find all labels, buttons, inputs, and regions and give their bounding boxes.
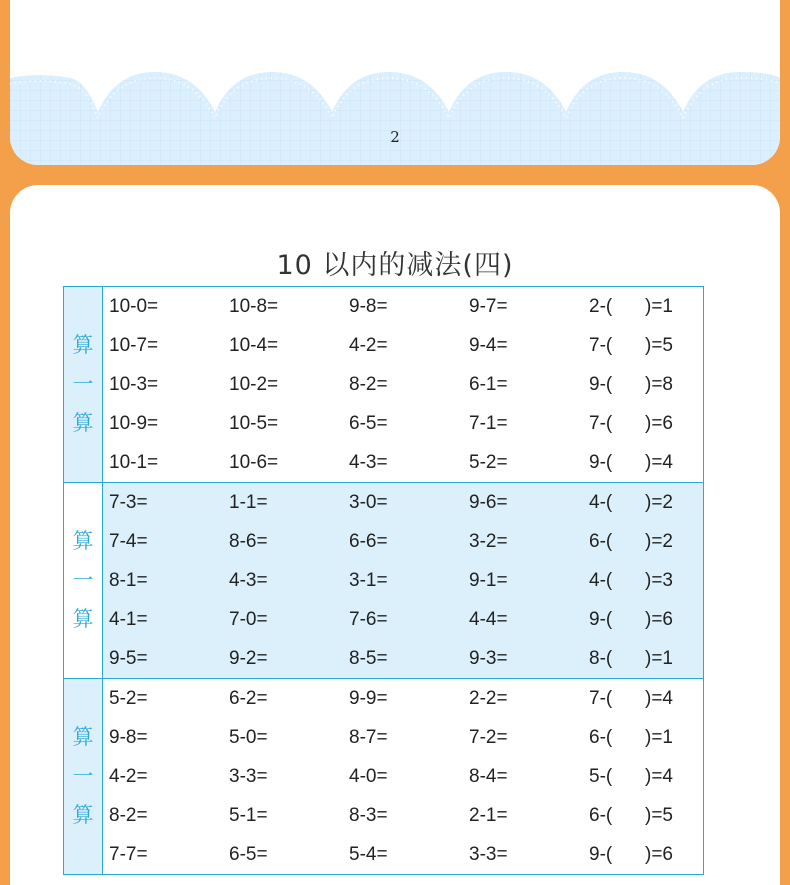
problem: 8-5= [349, 647, 388, 669]
fill-blank-problem [583, 727, 673, 749]
problem: 10-2= [229, 373, 279, 395]
label-char: 算 [72, 607, 94, 631]
problem: 8-6= [229, 530, 268, 552]
problem: 9-4= [469, 334, 508, 356]
fill-suffix: )=4 [645, 765, 673, 787]
fill-prefix: 4-( [589, 569, 613, 591]
fill-prefix: 8-( [589, 647, 613, 669]
problem-row [103, 522, 703, 561]
problem: 9-5= [109, 647, 148, 669]
problem: 3-3= [229, 765, 268, 787]
fill-suffix: )=5 [645, 804, 673, 826]
fill-blank-problem [583, 335, 673, 357]
fill-suffix: )=6 [645, 412, 673, 434]
fill-suffix: )=6 [645, 843, 673, 865]
label-char: 一 [72, 372, 94, 396]
problem: 3-3= [469, 843, 508, 865]
problem-row [103, 561, 703, 600]
block-label [64, 483, 103, 678]
block-label [64, 679, 103, 874]
problem: 6-2= [229, 687, 268, 709]
fill-suffix: )=6 [645, 608, 673, 630]
problem: 5-2= [109, 687, 148, 709]
problem: 8-2= [349, 373, 388, 395]
fill-blank-problem [583, 413, 673, 435]
fill-blank-problem [583, 452, 673, 474]
problem: 9-3= [469, 647, 508, 669]
fill-prefix: 9-( [589, 608, 613, 630]
problem: 4-4= [469, 608, 508, 630]
problem: 7-1= [469, 412, 508, 434]
fill-prefix: 5-( [589, 765, 613, 787]
problem: 5-0= [229, 726, 268, 748]
problem: 6-5= [229, 843, 268, 865]
fill-suffix: )=5 [645, 334, 673, 356]
fill-suffix: )=4 [645, 451, 673, 473]
problem: 9-9= [349, 687, 388, 709]
fill-prefix: 9-( [589, 451, 613, 473]
exercise-block [64, 483, 703, 679]
fill-suffix: )=2 [645, 491, 673, 513]
label-char: 一 [72, 764, 94, 788]
problem: 8-1= [109, 569, 148, 591]
problem-row [103, 757, 703, 796]
problem: 3-2= [469, 530, 508, 552]
fill-prefix: 9-( [589, 373, 613, 395]
problem: 9-2= [229, 647, 268, 669]
problem-row [103, 483, 703, 522]
fill-prefix: 7-( [589, 687, 613, 709]
problem: 8-4= [469, 765, 508, 787]
problem: 10-5= [229, 412, 279, 434]
label-char: 算 [72, 725, 94, 749]
problem-row [103, 365, 703, 404]
fill-blank-problem [583, 492, 673, 514]
page-number: 2 [390, 128, 400, 146]
problem-row [103, 679, 703, 718]
label-char: 算 [72, 803, 94, 827]
fill-suffix: )=4 [645, 687, 673, 709]
problem-row [103, 404, 703, 443]
problem: 8-7= [349, 726, 388, 748]
problem: 2-1= [469, 804, 508, 826]
fill-blank-problem [583, 531, 673, 553]
fill-prefix: 4-( [589, 491, 613, 513]
problem: 10-7= [109, 334, 159, 356]
fill-prefix: 6-( [589, 530, 613, 552]
block-label [64, 287, 103, 482]
fill-suffix: )=1 [645, 295, 673, 317]
problem: 10-0= [109, 295, 159, 317]
problem: 6-6= [349, 530, 388, 552]
problem: 7-3= [109, 491, 148, 513]
problem: 6-1= [469, 373, 508, 395]
label-char: 算 [72, 333, 94, 357]
problem: 5-1= [229, 804, 268, 826]
problem: 10-4= [229, 334, 279, 356]
problem-row [103, 835, 703, 874]
label-char: 一 [72, 568, 94, 592]
problem: 7-4= [109, 530, 148, 552]
problem: 10-1= [109, 451, 159, 473]
problem-row [103, 326, 703, 365]
exercise-block [64, 287, 703, 483]
problem: 9-1= [469, 569, 508, 591]
problem-row [103, 600, 703, 639]
fill-blank-problem [583, 570, 673, 592]
problem: 9-8= [109, 726, 148, 748]
problem: 4-3= [229, 569, 268, 591]
problem: 9-6= [469, 491, 508, 513]
fill-blank-problem [583, 766, 673, 788]
label-char: 算 [72, 411, 94, 435]
fill-blank-problem [583, 805, 673, 827]
fill-suffix: )=8 [645, 373, 673, 395]
problem: 7-2= [469, 726, 508, 748]
problem: 4-0= [349, 765, 388, 787]
problem: 4-1= [109, 608, 148, 630]
fill-prefix: 2-( [589, 295, 613, 317]
problem: 3-0= [349, 491, 388, 513]
fill-prefix: 9-( [589, 843, 613, 865]
fill-suffix: )=1 [645, 726, 673, 748]
fill-blank-problem [583, 609, 673, 631]
fill-suffix: )=2 [645, 530, 673, 552]
problem: 7-7= [109, 843, 148, 865]
fill-blank-problem [583, 844, 673, 866]
fill-suffix: )=1 [645, 647, 673, 669]
problem: 6-5= [349, 412, 388, 434]
problem: 5-4= [349, 843, 388, 865]
problem: 1-1= [229, 491, 268, 513]
fill-blank-problem [583, 648, 673, 670]
problem: 3-1= [349, 569, 388, 591]
problem: 4-2= [349, 334, 388, 356]
fill-prefix: 7-( [589, 334, 613, 356]
problem-row [103, 796, 703, 835]
problem: 8-2= [109, 804, 148, 826]
fill-blank-problem [583, 296, 673, 318]
label-char: 算 [72, 529, 94, 553]
fill-prefix: 6-( [589, 804, 613, 826]
problem: 9-8= [349, 295, 388, 317]
problem-row [103, 718, 703, 757]
problem: 4-3= [349, 451, 388, 473]
problem: 2-2= [469, 687, 508, 709]
fill-prefix: 7-( [589, 412, 613, 434]
problem: 5-2= [469, 451, 508, 473]
problem-row [103, 443, 703, 482]
problem: 10-9= [109, 412, 159, 434]
problem: 7-6= [349, 608, 388, 630]
fill-blank-problem [583, 688, 673, 710]
problem: 10-8= [229, 295, 279, 317]
problem: 10-3= [109, 373, 159, 395]
problem: 9-7= [469, 295, 508, 317]
worksheet-title: 10 以内的减法(四) [276, 250, 514, 281]
problem-row [103, 639, 703, 678]
problem-row [103, 287, 703, 326]
fill-prefix: 6-( [589, 726, 613, 748]
problem: 4-2= [109, 765, 148, 787]
exercise-block [64, 679, 703, 875]
problem: 7-0= [229, 608, 268, 630]
problem: 8-3= [349, 804, 388, 826]
problem: 10-6= [229, 451, 279, 473]
fill-blank-problem [583, 374, 673, 396]
fill-suffix: )=3 [645, 569, 673, 591]
exercise-table [63, 286, 704, 875]
